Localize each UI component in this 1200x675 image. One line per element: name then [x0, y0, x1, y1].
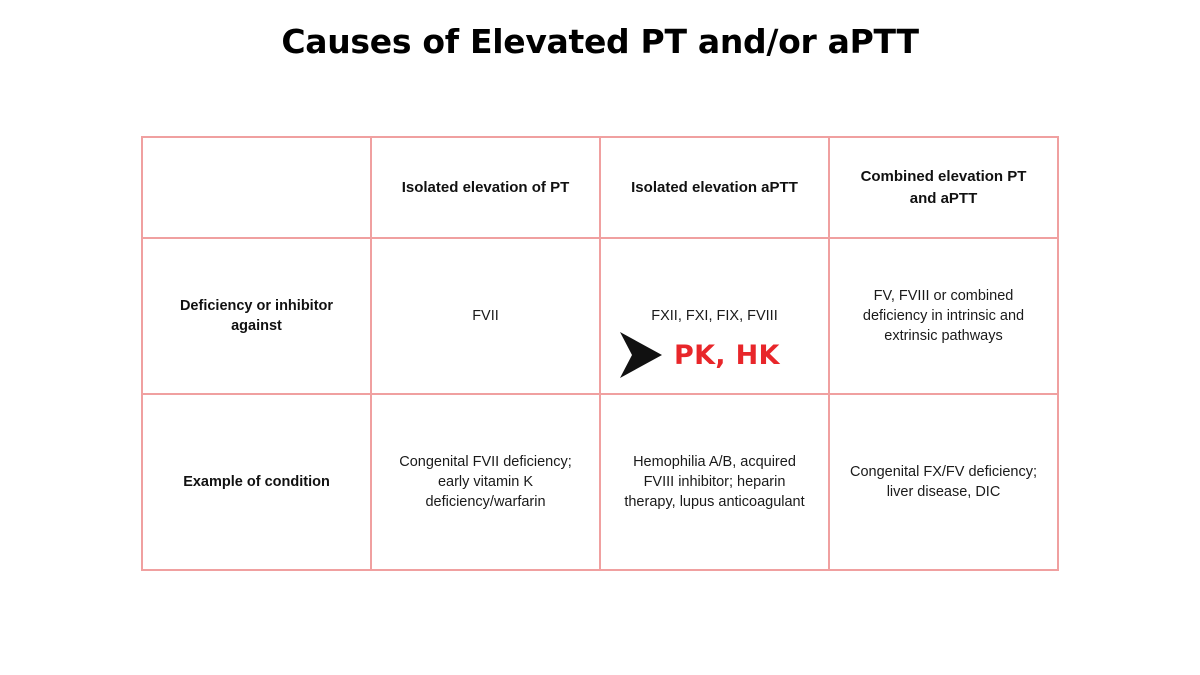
table-header-row	[142, 137, 1058, 238]
annotation-text: PK, HK	[674, 339, 780, 371]
arrow-right-icon	[618, 330, 662, 380]
table-row	[142, 394, 1058, 570]
coagulation-table	[141, 136, 1059, 571]
cell-example-pt: Congenital FVII deficiency; early vitamin K deficiency/warfarin	[371, 394, 600, 570]
cell-example-aptt: Hemophilia A/B, acquired FVIII inhibitor; heparin therapy, lupus anticoagulant	[600, 394, 829, 570]
header-combined: Combined elevation PT and aPTT	[829, 137, 1058, 238]
row-label-example: Example of condition	[142, 394, 371, 570]
header-isolated-aptt: Isolated elevation aPTT	[600, 137, 829, 238]
cell-example-combined: Congenital FX/FV deficiency; liver disease, DIC	[829, 394, 1058, 570]
table-row	[142, 238, 1058, 394]
page-title: Causes of Elevated PT and/or aPTT	[281, 22, 919, 61]
header-isolated-pt: Isolated elevation of PT	[371, 137, 600, 238]
cell-deficiency-pt: FVII	[371, 238, 600, 394]
cell-deficiency-combined: FV, FVIII or combined deficiency in intrinsic and extrinsic pathways	[829, 238, 1058, 394]
pk-hk-annotation	[618, 330, 780, 380]
header-corner-cell	[142, 137, 371, 238]
row-label-deficiency: Deficiency or inhibitor against	[142, 238, 371, 394]
cell-deficiency-aptt: FXII, FXI, FIX, FVIII	[600, 238, 829, 394]
